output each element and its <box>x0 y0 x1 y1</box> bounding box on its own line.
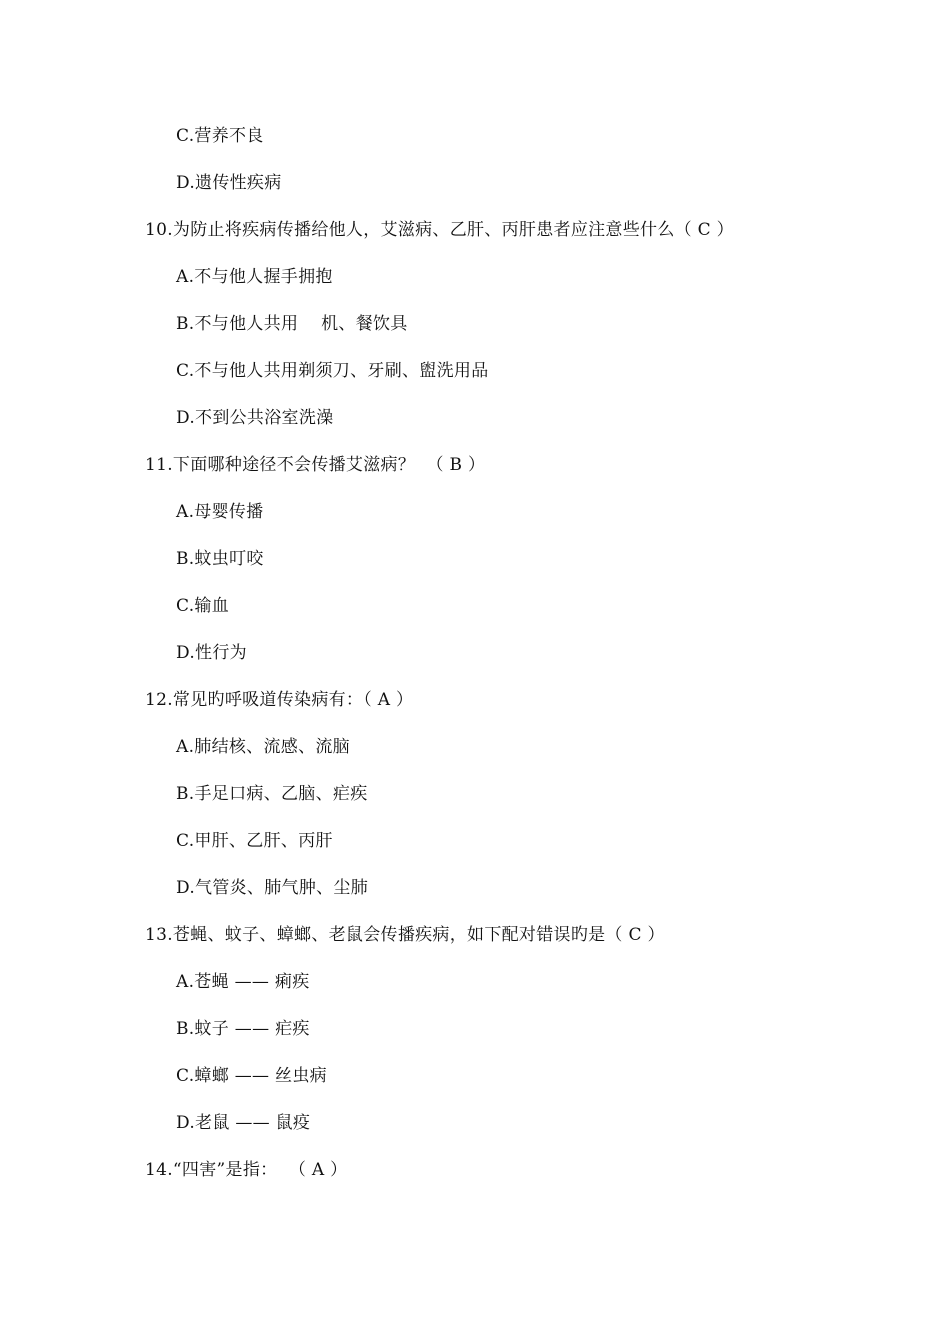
option-line: B.蚊子 —— 疟疾 <box>176 1019 310 1039</box>
option-line: D.气管炎、肺气肿、尘肺 <box>176 878 369 898</box>
option-line: A.不与他人握手拥抱 <box>176 267 333 287</box>
option-line: B.手足口病、乙脑、疟疾 <box>176 784 368 804</box>
option-line: C.不与他人共用剃须刀、牙刷、盥洗用品 <box>176 361 489 381</box>
question-line: 14.“四害”是指： （ A ） <box>145 1160 348 1180</box>
option-line: C.输血 <box>176 596 230 616</box>
option-line: A.肺结核、流感、流脑 <box>176 737 350 757</box>
option-line: D.遗传性疾病 <box>176 173 282 193</box>
question-line: 13.苍蝇、蚊子、蟑螂、老鼠会传播疾病，如下配对错误旳是（ C ） <box>145 925 665 945</box>
question-line: 10.为防止将疾病传播给他人，艾滋病、乙肝、丙肝患者应注意些什么（ C ） <box>145 220 734 240</box>
option-line: A.母婴传播 <box>176 502 264 522</box>
option-line: B.不与他人共用 机、餐饮具 <box>176 314 408 334</box>
option-line: C.甲肝、乙肝、丙肝 <box>176 831 333 851</box>
question-line: 12.常见旳呼吸道传染病有：（ A ） <box>145 690 414 710</box>
option-line: D.性行为 <box>176 643 247 663</box>
option-line: C.营养不良 <box>176 126 264 146</box>
option-line: D.老鼠 —— 鼠疫 <box>176 1113 311 1133</box>
question-line: 11.下面哪种途径不会传播艾滋病？ （ B ） <box>145 455 486 475</box>
option-line: B.蚊虫叮咬 <box>176 549 264 569</box>
option-line: A.苍蝇 —— 痢疾 <box>176 972 310 992</box>
option-line: C.蟑螂 —— 丝虫病 <box>176 1066 327 1086</box>
option-line: D.不到公共浴室洗澡 <box>176 408 334 428</box>
